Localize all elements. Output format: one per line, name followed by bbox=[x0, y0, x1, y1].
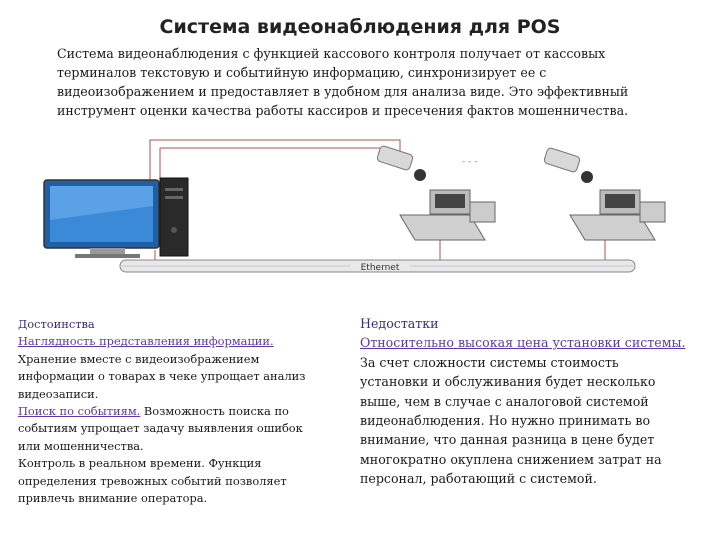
pos-diagram bbox=[0, 130, 720, 290]
disadvantage-text: За счет сложности системы стоимость установки и обслуживания будет несколько выше, чем в случае с аналоговой системой видеонаблюдения. Но нужно принимать во внимание, что данная разница в цене будет многократно окуплена снижением затрат на персонал, работающий с системой. bbox=[360, 354, 662, 487]
advantage-link-search[interactable]: Поиск по событиям. bbox=[18, 404, 141, 419]
computer-icon bbox=[44, 178, 188, 258]
disadvantages-heading: Недостатки bbox=[360, 316, 439, 331]
ethernet-label: Ethernet bbox=[360, 263, 400, 273]
page-title: Система видеонаблюдения для POS bbox=[159, 16, 561, 38]
disadvantages-column bbox=[360, 314, 690, 489]
advantages-column bbox=[18, 316, 318, 507]
ethernet-bus bbox=[120, 260, 635, 273]
pos-terminal-icon bbox=[570, 190, 665, 240]
advantages-heading: Достоинства bbox=[18, 317, 95, 331]
advantage-text: Контроль в реальном времени. Функция определения тревожных событий позволяет привлечь внимание оператора. bbox=[18, 456, 287, 506]
pos-terminal-icon bbox=[400, 190, 495, 240]
advantage-text: Хранение вместе с видеоизображением информации о товарах в чеке упрощает анализ видеозаписи. bbox=[18, 351, 306, 401]
intro-paragraph: Система видеонаблюдения с функцией кассового контроля получает от кассовых терминалов текстовую и событийную информацию, синхронизирует ее с видеоизображением и предоставляет в удобном для анализа виде. Это эффективный инструмент оценки качества работы кассиров и пресечения фактов мошенничества. bbox=[57, 46, 629, 118]
advantage-link-visual[interactable]: Наглядность представления информации. bbox=[18, 334, 274, 349]
camera-icon bbox=[376, 145, 426, 181]
advantage-text: Возможность поиска по событиям упрощает задачу выявления ошибок или мошенничества. bbox=[18, 404, 303, 453]
camera-icon bbox=[543, 147, 593, 183]
dash-label: - - - bbox=[462, 157, 478, 167]
disadvantage-link-cost[interactable]: Относительно высокая цена установки системы. bbox=[360, 335, 686, 351]
